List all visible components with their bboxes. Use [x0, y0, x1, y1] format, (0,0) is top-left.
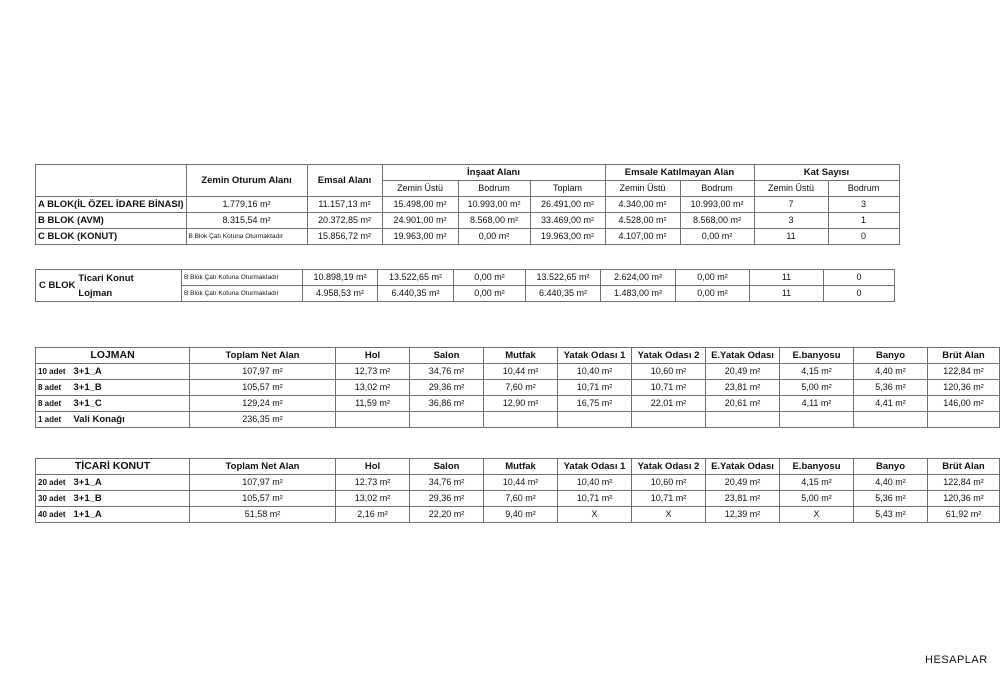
- table-cell: [410, 412, 484, 428]
- unit-count: 1 adet: [36, 412, 72, 428]
- table-cell: 105,57 m²: [190, 491, 336, 507]
- table-cell: 20,49 m²: [706, 364, 780, 380]
- unit-type: 3+1_A: [72, 475, 190, 491]
- table-cell: 26.491,00 m²: [530, 197, 605, 213]
- table-cell: 13.522,65 m²: [378, 270, 454, 286]
- table-cell: 24.901,00 m²: [382, 213, 458, 229]
- subheader-zemin-ustu: Zemin Üstü: [605, 181, 680, 197]
- table-cell: 0,00 m²: [680, 229, 754, 245]
- table-cell: 122,84 m²: [928, 475, 1000, 491]
- table-cell: 10,44 m²: [484, 364, 558, 380]
- page-title: HESAPLAR: [925, 654, 988, 666]
- table-cell: 120,36 m²: [928, 380, 1000, 396]
- table-cell: 0,00 m²: [454, 270, 526, 286]
- blocks-table: [35, 164, 900, 245]
- table-cell: 51,58 m²: [190, 507, 336, 523]
- table-cell: 4.340,00 m²: [605, 197, 680, 213]
- table-cell: 1: [828, 213, 899, 229]
- table-cell: 8.315,54 m²: [186, 213, 307, 229]
- column-header: Hol: [336, 348, 410, 364]
- header-emsale-katilmayan: Emsale Katılmayan Alan: [605, 165, 754, 181]
- table-cell: 16,75 m²: [558, 396, 632, 412]
- c-block-lead: C BLOK: [39, 280, 76, 291]
- table-cell: B Blok Çatı Kotuna Oturmaktadır: [182, 270, 303, 286]
- table-cell: 5,36 m²: [854, 491, 928, 507]
- column-header: Yatak Odası 1: [558, 348, 632, 364]
- table-cell: 11: [754, 229, 828, 245]
- table-cell: 0,00 m²: [454, 286, 526, 302]
- table-cell: B Blok Çatı Kotuna Oturmaktadır: [182, 286, 303, 302]
- table-cell: 129,24 m²: [190, 396, 336, 412]
- table-cell: [484, 412, 558, 428]
- table-cell: 10,40 m²: [558, 364, 632, 380]
- table-cell: 36,86 m²: [410, 396, 484, 412]
- table-cell: 7,60 m²: [484, 380, 558, 396]
- lojman-table: [35, 347, 1000, 428]
- column-header: E.Yatak Odası: [706, 348, 780, 364]
- table-cell: 105,57 m²: [190, 380, 336, 396]
- table-row: [36, 396, 1000, 412]
- table-cell: 12,39 m²: [706, 507, 780, 523]
- column-header: E.Yatak Odası: [706, 459, 780, 475]
- subheader-bodrum: Bodrum: [458, 181, 530, 197]
- table-cell: 1.779,16 m²: [186, 197, 307, 213]
- table-cell: 4,40 m²: [854, 364, 928, 380]
- table-cell: 23,81 m²: [706, 491, 780, 507]
- table-cell: 5,36 m²: [854, 380, 928, 396]
- table-cell: 10,71 m²: [632, 491, 706, 507]
- table-cell: 13,02 m²: [336, 491, 410, 507]
- table-cell: 10.993,00 m²: [680, 197, 754, 213]
- column-header: Mutfak: [484, 348, 558, 364]
- table-cell: [632, 412, 706, 428]
- table-cell: 7: [754, 197, 828, 213]
- table-cell: 11: [750, 270, 824, 286]
- column-header: Salon: [410, 348, 484, 364]
- table-cell: 6.440,35 m²: [526, 286, 601, 302]
- c-block-label-cell: [36, 270, 182, 302]
- table-cell: 4.107,00 m²: [605, 229, 680, 245]
- table-cell: 29,36 m²: [410, 380, 484, 396]
- table-cell: 107,97 m²: [190, 364, 336, 380]
- c-block-sub-label: Lojman: [78, 287, 113, 299]
- header-kat-sayisi: Kat Sayısı: [754, 165, 899, 181]
- table-cell: 10,60 m²: [632, 475, 706, 491]
- table-cell: 1.483,00 m²: [601, 286, 676, 302]
- table-cell: 34,76 m²: [410, 364, 484, 380]
- lojman-rows: [36, 348, 1000, 428]
- table-cell: 3: [828, 197, 899, 213]
- subheader-bodrum: Bodrum: [828, 181, 899, 197]
- column-header: Yatak Odası 1: [558, 459, 632, 475]
- table-cell: 0: [824, 270, 895, 286]
- subheader-zemin-ustu: Zemin Üstü: [754, 181, 828, 197]
- table-cell: 20.372,85 m²: [307, 213, 382, 229]
- row-label: C BLOK (KONUT): [36, 229, 187, 245]
- unit-type: 3+1_A: [72, 364, 190, 380]
- unit-type: 3+1_B: [72, 491, 190, 507]
- column-header: Yatak Odası 2: [632, 459, 706, 475]
- column-header: Brüt Alan: [928, 459, 1000, 475]
- table-cell: 4.958,53 m²: [303, 286, 378, 302]
- table-cell: 22,20 m²: [410, 507, 484, 523]
- column-header: Banyo: [854, 348, 928, 364]
- table-cell: 34,76 m²: [410, 475, 484, 491]
- table-cell: 23,81 m²: [706, 380, 780, 396]
- unit-count: 20 adet: [36, 475, 72, 491]
- table-cell: X: [632, 507, 706, 523]
- table-cell: 33.469,00 m²: [530, 213, 605, 229]
- table-cell: [780, 412, 854, 428]
- subheader-toplam: Toplam: [530, 181, 605, 197]
- unit-count: 8 adet: [36, 396, 72, 412]
- column-header: E.banyosu: [780, 348, 854, 364]
- table-title: TİCARİ KONUT: [36, 459, 190, 475]
- subheader-bodrum: Bodrum: [680, 181, 754, 197]
- table-cell: 4,15 m²: [780, 364, 854, 380]
- table-row: [36, 491, 1000, 507]
- table-cell: 4,40 m²: [854, 475, 928, 491]
- column-header: Brüt Alan: [928, 348, 1000, 364]
- table-row: [36, 475, 1000, 491]
- table-cell: 4,11 m²: [780, 396, 854, 412]
- table-cell: 61,92 m²: [928, 507, 1000, 523]
- table-cell: X: [558, 507, 632, 523]
- unit-type: 3+1_C: [72, 396, 190, 412]
- ticari-rows: [36, 459, 1000, 523]
- table-cell: 12,73 m²: [336, 475, 410, 491]
- table-cell: 2.624,00 m²: [601, 270, 676, 286]
- table-cell: 13,02 m²: [336, 380, 410, 396]
- table-cell: 0,00 m²: [676, 286, 750, 302]
- table-cell: 15.498,00 m²: [382, 197, 458, 213]
- table-cell: 6.440,35 m²: [378, 286, 454, 302]
- column-header: Banyo: [854, 459, 928, 475]
- table-cell: 11.157,13 m²: [307, 197, 382, 213]
- table-cell: 8.568,00 m²: [680, 213, 754, 229]
- table-row: [36, 380, 1000, 396]
- table-cell: 146,00 m²: [928, 396, 1000, 412]
- row-label: A BLOK(İL ÖZEL İDARE BİNASI): [36, 197, 187, 213]
- column-header: Salon: [410, 459, 484, 475]
- table-cell: 2,16 m²: [336, 507, 410, 523]
- table-row: [36, 507, 1000, 523]
- unit-type: Vali Konağı: [72, 412, 190, 428]
- table-cell: B Blok Çatı Kotuna Oturmaktadır: [186, 229, 307, 245]
- table-cell: 10,71 m²: [558, 380, 632, 396]
- table-row: [36, 364, 1000, 380]
- table-cell: 5,00 m²: [780, 380, 854, 396]
- table-cell: 5,43 m²: [854, 507, 928, 523]
- table-cell: 0: [824, 286, 895, 302]
- column-header: Hol: [336, 459, 410, 475]
- table-cell: 122,84 m²: [928, 364, 1000, 380]
- table-cell: 107,97 m²: [190, 475, 336, 491]
- table-cell: [928, 412, 1000, 428]
- table-cell: 10,71 m²: [632, 380, 706, 396]
- table-cell: 10,40 m²: [558, 475, 632, 491]
- c-block-sub-label: Ticari Konut: [78, 272, 134, 284]
- table-cell: 10,71 m²: [558, 491, 632, 507]
- unit-count: 40 adet: [36, 507, 72, 523]
- table-cell: [336, 412, 410, 428]
- table-cell: 8.568,00 m²: [458, 213, 530, 229]
- blocks-rows: [36, 197, 900, 245]
- table-cell: 11: [750, 286, 824, 302]
- column-header: Mutfak: [484, 459, 558, 475]
- table-title: LOJMAN: [36, 348, 190, 364]
- table-cell: 22,01 m²: [632, 396, 706, 412]
- table-row: [36, 412, 1000, 428]
- table-cell: 0: [828, 229, 899, 245]
- table-cell: 4,41 m²: [854, 396, 928, 412]
- header-emsal: Emsal Alanı: [307, 165, 382, 197]
- unit-count: 10 adet: [36, 364, 72, 380]
- table-cell: 236,35 m²: [190, 412, 336, 428]
- corner-cell: [36, 165, 187, 197]
- table-cell: 15.856,72 m²: [307, 229, 382, 245]
- subheader-zemin-ustu: Zemin Üstü: [382, 181, 458, 197]
- unit-count: 30 adet: [36, 491, 72, 507]
- table-cell: 10.898,19 m²: [303, 270, 378, 286]
- table-cell: 4,15 m²: [780, 475, 854, 491]
- table-cell: 10,44 m²: [484, 475, 558, 491]
- table-cell: 19.963,00 m²: [530, 229, 605, 245]
- column-header: E.banyosu: [780, 459, 854, 475]
- table-cell: 9,40 m²: [484, 507, 558, 523]
- column-header: Toplam Net Alan: [190, 459, 336, 475]
- table-cell: 0,00 m²: [676, 270, 750, 286]
- column-header: Toplam Net Alan: [190, 348, 336, 364]
- table-cell: 12,90 m²: [484, 396, 558, 412]
- table-cell: [706, 412, 780, 428]
- header-insaat: İnşaat Alanı: [382, 165, 605, 181]
- table-cell: 4.528,00 m²: [605, 213, 680, 229]
- row-label: B BLOK (AVM): [36, 213, 187, 229]
- table-cell: X: [780, 507, 854, 523]
- header-row: [36, 459, 1000, 475]
- table-cell: [558, 412, 632, 428]
- column-header: Yatak Odası 2: [632, 348, 706, 364]
- table-cell: 19.963,00 m²: [382, 229, 458, 245]
- table-row: [36, 229, 900, 245]
- table-cell: 12,73 m²: [336, 364, 410, 380]
- ticari-konut-table: [35, 458, 1000, 523]
- header-row: [36, 348, 1000, 364]
- table-cell: 7,60 m²: [484, 491, 558, 507]
- table-cell: 20,49 m²: [706, 475, 780, 491]
- unit-count: 8 adet: [36, 380, 72, 396]
- c-block-table: [35, 269, 895, 302]
- table-cell: 11,59 m²: [336, 396, 410, 412]
- table-cell: 0,00 m²: [458, 229, 530, 245]
- table-cell: 13.522,65 m²: [526, 270, 601, 286]
- table-cell: 29,36 m²: [410, 491, 484, 507]
- table-cell: 10,60 m²: [632, 364, 706, 380]
- table-cell: 3: [754, 213, 828, 229]
- table-cell: 120,36 m²: [928, 491, 1000, 507]
- table-row: [36, 213, 900, 229]
- table-cell: 5,00 m²: [780, 491, 854, 507]
- table-cell: 20,61 m²: [706, 396, 780, 412]
- header-zemin-oturum: Zemin Oturum Alanı: [186, 165, 307, 197]
- unit-type: 3+1_B: [72, 380, 190, 396]
- unit-type: 1+1_A: [72, 507, 190, 523]
- table-cell: 10.993,00 m²: [458, 197, 530, 213]
- table-row: [36, 197, 900, 213]
- table-cell: [854, 412, 928, 428]
